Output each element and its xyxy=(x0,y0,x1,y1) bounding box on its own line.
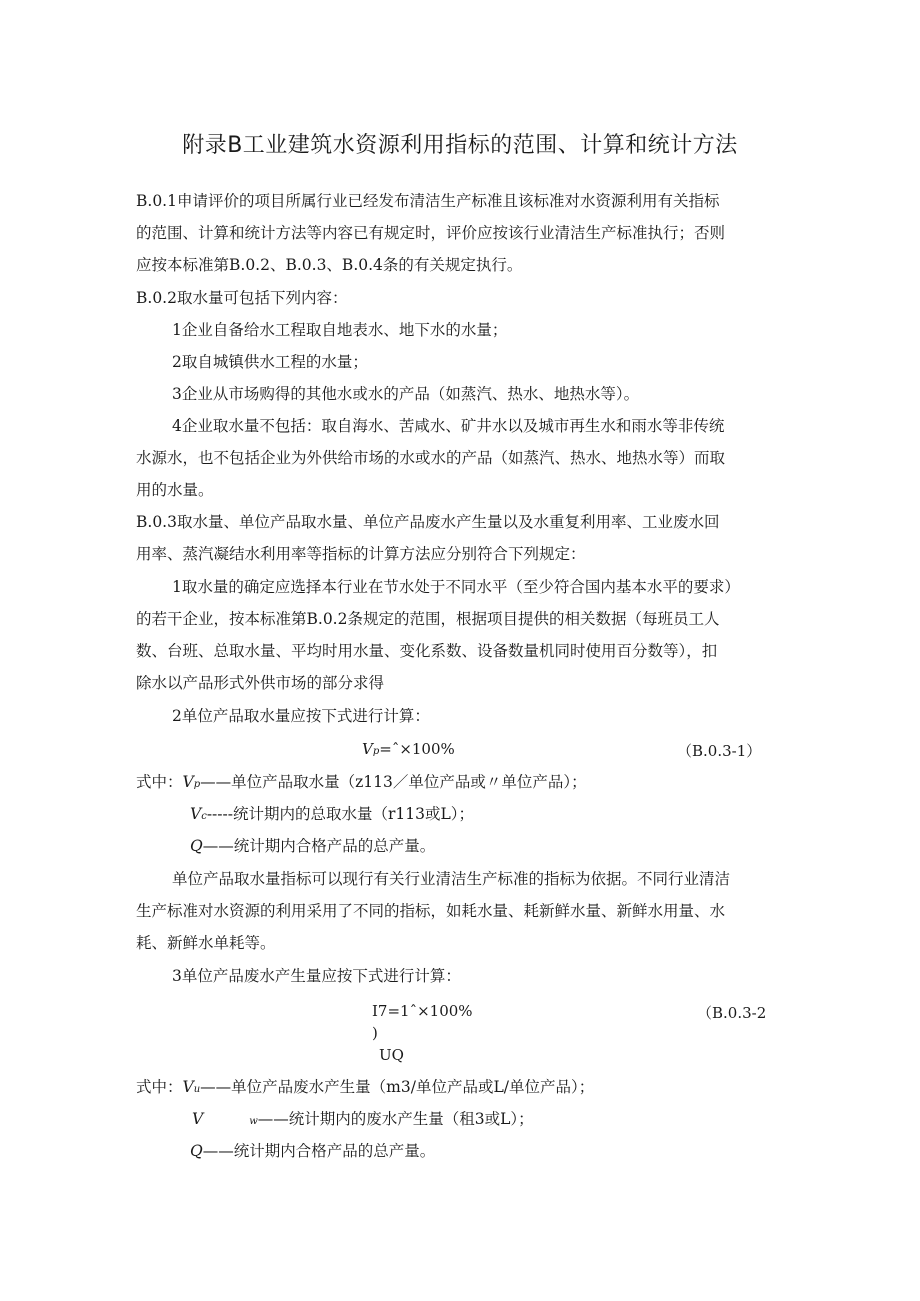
clause-b02-item4-cont1: 水源水，也不包括企业为外供给市场的水或水的产品（如蒸汽、热水、地热水等）而取 xyxy=(136,449,726,467)
where1-vp-var: V xyxy=(182,773,194,791)
where2-q-text: ——统计期内合格产品的总产量。 xyxy=(202,1142,436,1160)
note-line2: 生产标准对水资源的利用采用了不同的指标，如耗水量、耗新鲜水量、新鲜水用量、水 xyxy=(136,902,726,920)
where1-vp-text: ——单位产品取水量（z113／单位产品或〃单位产品）； xyxy=(200,773,587,791)
where1-vc xyxy=(190,804,474,827)
where2-vu-text: ——单位产品废水产生量（m3/单位产品或L/单位产品）； xyxy=(200,1078,595,1096)
clause-b01-line3: 应按本标准第B.0.2、B.0.3、B.0.4条的有关规定执行。 xyxy=(136,256,523,274)
formula-b031 xyxy=(362,740,455,758)
where1-vp-sub: p xyxy=(193,779,201,790)
where2-q xyxy=(190,1141,435,1161)
where1-vc-var: V xyxy=(190,805,202,823)
clause-b03-item2: 2单位产品取水量应按下式进行计算： xyxy=(172,707,430,725)
note-line3: 耗、新鲜水单耗等。 xyxy=(136,934,276,952)
note-line1: 单位产品取水量指标可以现行有关行业清洁生产标准的指标为依据。不同行业清洁 xyxy=(172,870,731,888)
clause-b02-item2: 2取自城镇供水工程的水量； xyxy=(172,353,368,371)
where1-q-text: ——统计期内合格产品的总产量。 xyxy=(202,837,436,855)
clause-b02-heading: B.0.2取水量可包括下列内容： xyxy=(136,289,348,307)
formula-b032-line1: I7=1ˆ×100% xyxy=(372,1002,473,1020)
where1-vc-sub: c xyxy=(201,811,207,822)
clause-b02-item4-cont2: 用的水量。 xyxy=(136,481,214,499)
equation-number-b032: （B.0.3-2 xyxy=(697,1004,767,1022)
where2-vw xyxy=(192,1109,534,1132)
where2-vw-text: ——统计期内的废水产生量（租3或L）； xyxy=(257,1110,534,1128)
appendix-title: 附录B工业建筑水资源利用指标的范围、计算和统计方法 xyxy=(182,133,738,158)
clause-b03-item1-line1: 1取水量的确定应选择本行业在节水处于不同水平（至少符合国内基本水平的要求） xyxy=(172,578,740,596)
clause-b02-item1: 1企业自备给水工程取自地表水、地下水的水量； xyxy=(172,321,508,339)
clause-b02-item3: 3企业从市场购得的其他水或水的产品（如蒸汽、热水、地热水等）。 xyxy=(172,385,640,403)
formula-b031-rest: =ˆ×100% xyxy=(379,740,455,758)
where1-q-var: Q xyxy=(190,837,203,855)
where1-q xyxy=(190,836,435,856)
where2-vu xyxy=(136,1077,594,1100)
clause-b01-line1: B.0.1申请评价的项目所属行业已经发布清洁生产标准且该标准对水资源利用有关指标 xyxy=(136,192,720,210)
clause-b03-item1-line4: 除水以产品形式外供市场的部分求得 xyxy=(136,674,385,692)
equation-number-b031: （B.0.3-1） xyxy=(677,742,762,760)
formula-b032-line3: UQ xyxy=(379,1046,404,1064)
clause-b02-item4: 4企业取水量不包括：取自海水、苦咸水、矿井水以及城市再生水和雨水等非传统 xyxy=(172,417,725,435)
where2-vw-sub: w xyxy=(249,1116,258,1127)
where2-lead: 式中： xyxy=(136,1078,183,1096)
formula-b031-var: V xyxy=(362,740,373,758)
formula-b031-sub: p xyxy=(372,746,380,757)
where2-vw-var: V xyxy=(192,1110,204,1128)
where2-vu-sub: u xyxy=(193,1084,201,1095)
clause-b03-line2: 用率、蒸汽凝结水利用率等指标的计算方法应分别符合下列规定： xyxy=(136,545,586,563)
where2-q-var: Q xyxy=(190,1142,203,1160)
where2-vu-var: V xyxy=(182,1078,194,1096)
clause-b03-line1: B.0.3取水量、单位产品取水量、单位产品废水产生量以及水重复利用率、工业废水回 xyxy=(136,513,720,531)
clause-b03-item1-line3: 数、台班、总取水量、平均时用水量、变化系数、设备数量机同时使用百分数等），扣 xyxy=(136,642,718,660)
where1-lead: 式中： xyxy=(136,773,183,791)
where1-vp xyxy=(136,772,587,795)
formula-b032-line2: ) xyxy=(372,1024,378,1042)
clause-b01-line2: 的范围、计算和统计方法等内容已有规定时，评价应按该行业清洁生产标准执行；否则 xyxy=(136,224,726,242)
where1-vc-text: -----统计期内的总取水量（r113或L）； xyxy=(206,805,475,823)
clause-b03-item3: 3单位产品废水产生量应按下式进行计算： xyxy=(172,967,461,985)
clause-b03-item1-line2: 的若干企业，按本标准第B.0.2条规定的范围，根据项目提供的相关数据（每班员工人 xyxy=(136,610,720,628)
